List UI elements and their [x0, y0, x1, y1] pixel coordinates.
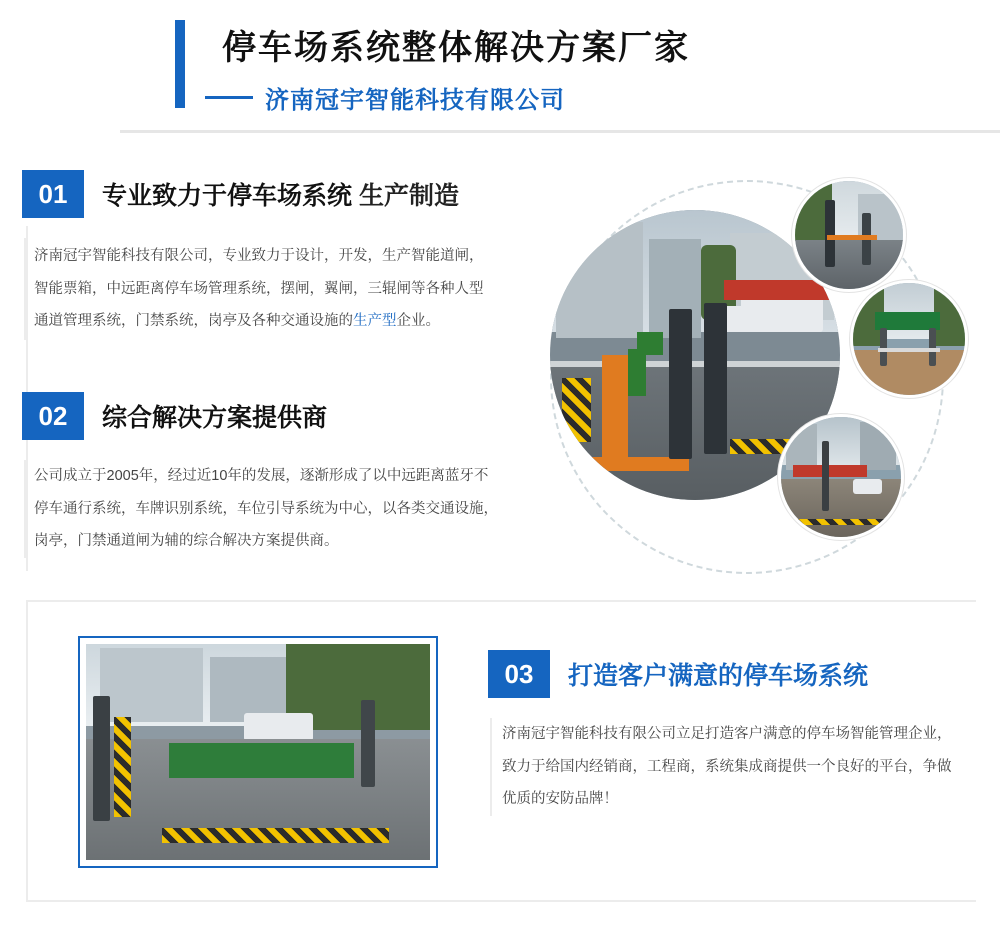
section-03-line-3: 优质的安防品牌！	[502, 791, 618, 808]
header-divider	[120, 130, 1000, 133]
section-03-title: 打造客户满意的停车场系统	[568, 662, 869, 690]
section-02-line-2: 停车通行系统，车牌识别系统，车位引导系统为中心，以各类交通设施，	[34, 500, 498, 517]
bottom-photo-frame	[78, 636, 438, 868]
section-03-body	[490, 718, 978, 816]
section-01-line-2: 智能票箱，中远距离停车场管理系统，摆闸，翼闸，三辊闸等各种人型	[34, 280, 484, 297]
company-name: 济南冠宇智能科技有限公司	[265, 87, 565, 114]
collage-photo-1	[792, 178, 906, 292]
section-01-line-3-text: 通道管理系统，门禁系统，岗亭及各种交通设施的	[34, 313, 353, 330]
section-01-line-3	[34, 305, 528, 338]
bottom-divider	[26, 900, 976, 902]
header-accent-bar	[175, 20, 185, 108]
section-01-number: 01	[22, 170, 84, 218]
section-02-number: 02	[22, 392, 84, 440]
dash-icon	[205, 96, 253, 99]
section-03-line-1: 济南冠宇智能科技有限公司立足打造客户满意的停车场智能管理企业，	[502, 726, 952, 742]
section-01-accent-text: 生产型	[353, 313, 397, 330]
section-02	[22, 392, 532, 558]
section-01	[22, 170, 532, 340]
page-title: 停车场系统整体解决方案厂家	[222, 29, 690, 67]
bottom-left-spine	[26, 600, 28, 900]
section-01-line-1: 济南冠宇智能科技有限公司，专业致力于设计，开发，生产智能道闸，	[34, 248, 484, 264]
section-02-title: 综合解决方案提供商	[102, 404, 328, 432]
section-01-title-main: 专业致力于停车场系统	[102, 182, 353, 210]
section-02-line-3: 岗亭，门禁通道闸为辅的综合解决方案提供商。	[34, 533, 339, 550]
section-01-line-3-tail: 企业。	[396, 313, 440, 330]
section-03-line-2: 致力于给国内经销商，工程商，系统集成商提供一个良好的平台，争做	[502, 758, 952, 775]
section-01-title-tail: 生产制造	[358, 182, 459, 210]
section-01-body	[24, 238, 532, 340]
section-03-heading	[488, 650, 978, 698]
section-01-title	[102, 176, 459, 212]
bottom-photo	[86, 644, 430, 860]
collage-photo-2	[850, 280, 968, 398]
section-03	[488, 650, 978, 816]
photo-collage	[520, 168, 990, 588]
header-subtitle-wrap	[205, 80, 565, 115]
section-02-line-1: 公司成立于2005年，经过近10年的发展，逐渐形成了以中远距离蓝牙不	[34, 468, 489, 484]
page-header	[0, 0, 1000, 135]
section-01-heading	[22, 170, 532, 218]
section-03-number: 03	[488, 650, 550, 698]
collage-photo-3	[778, 414, 904, 540]
mid-divider	[26, 600, 976, 602]
section-02-body	[24, 460, 532, 558]
section-02-heading	[22, 392, 532, 440]
